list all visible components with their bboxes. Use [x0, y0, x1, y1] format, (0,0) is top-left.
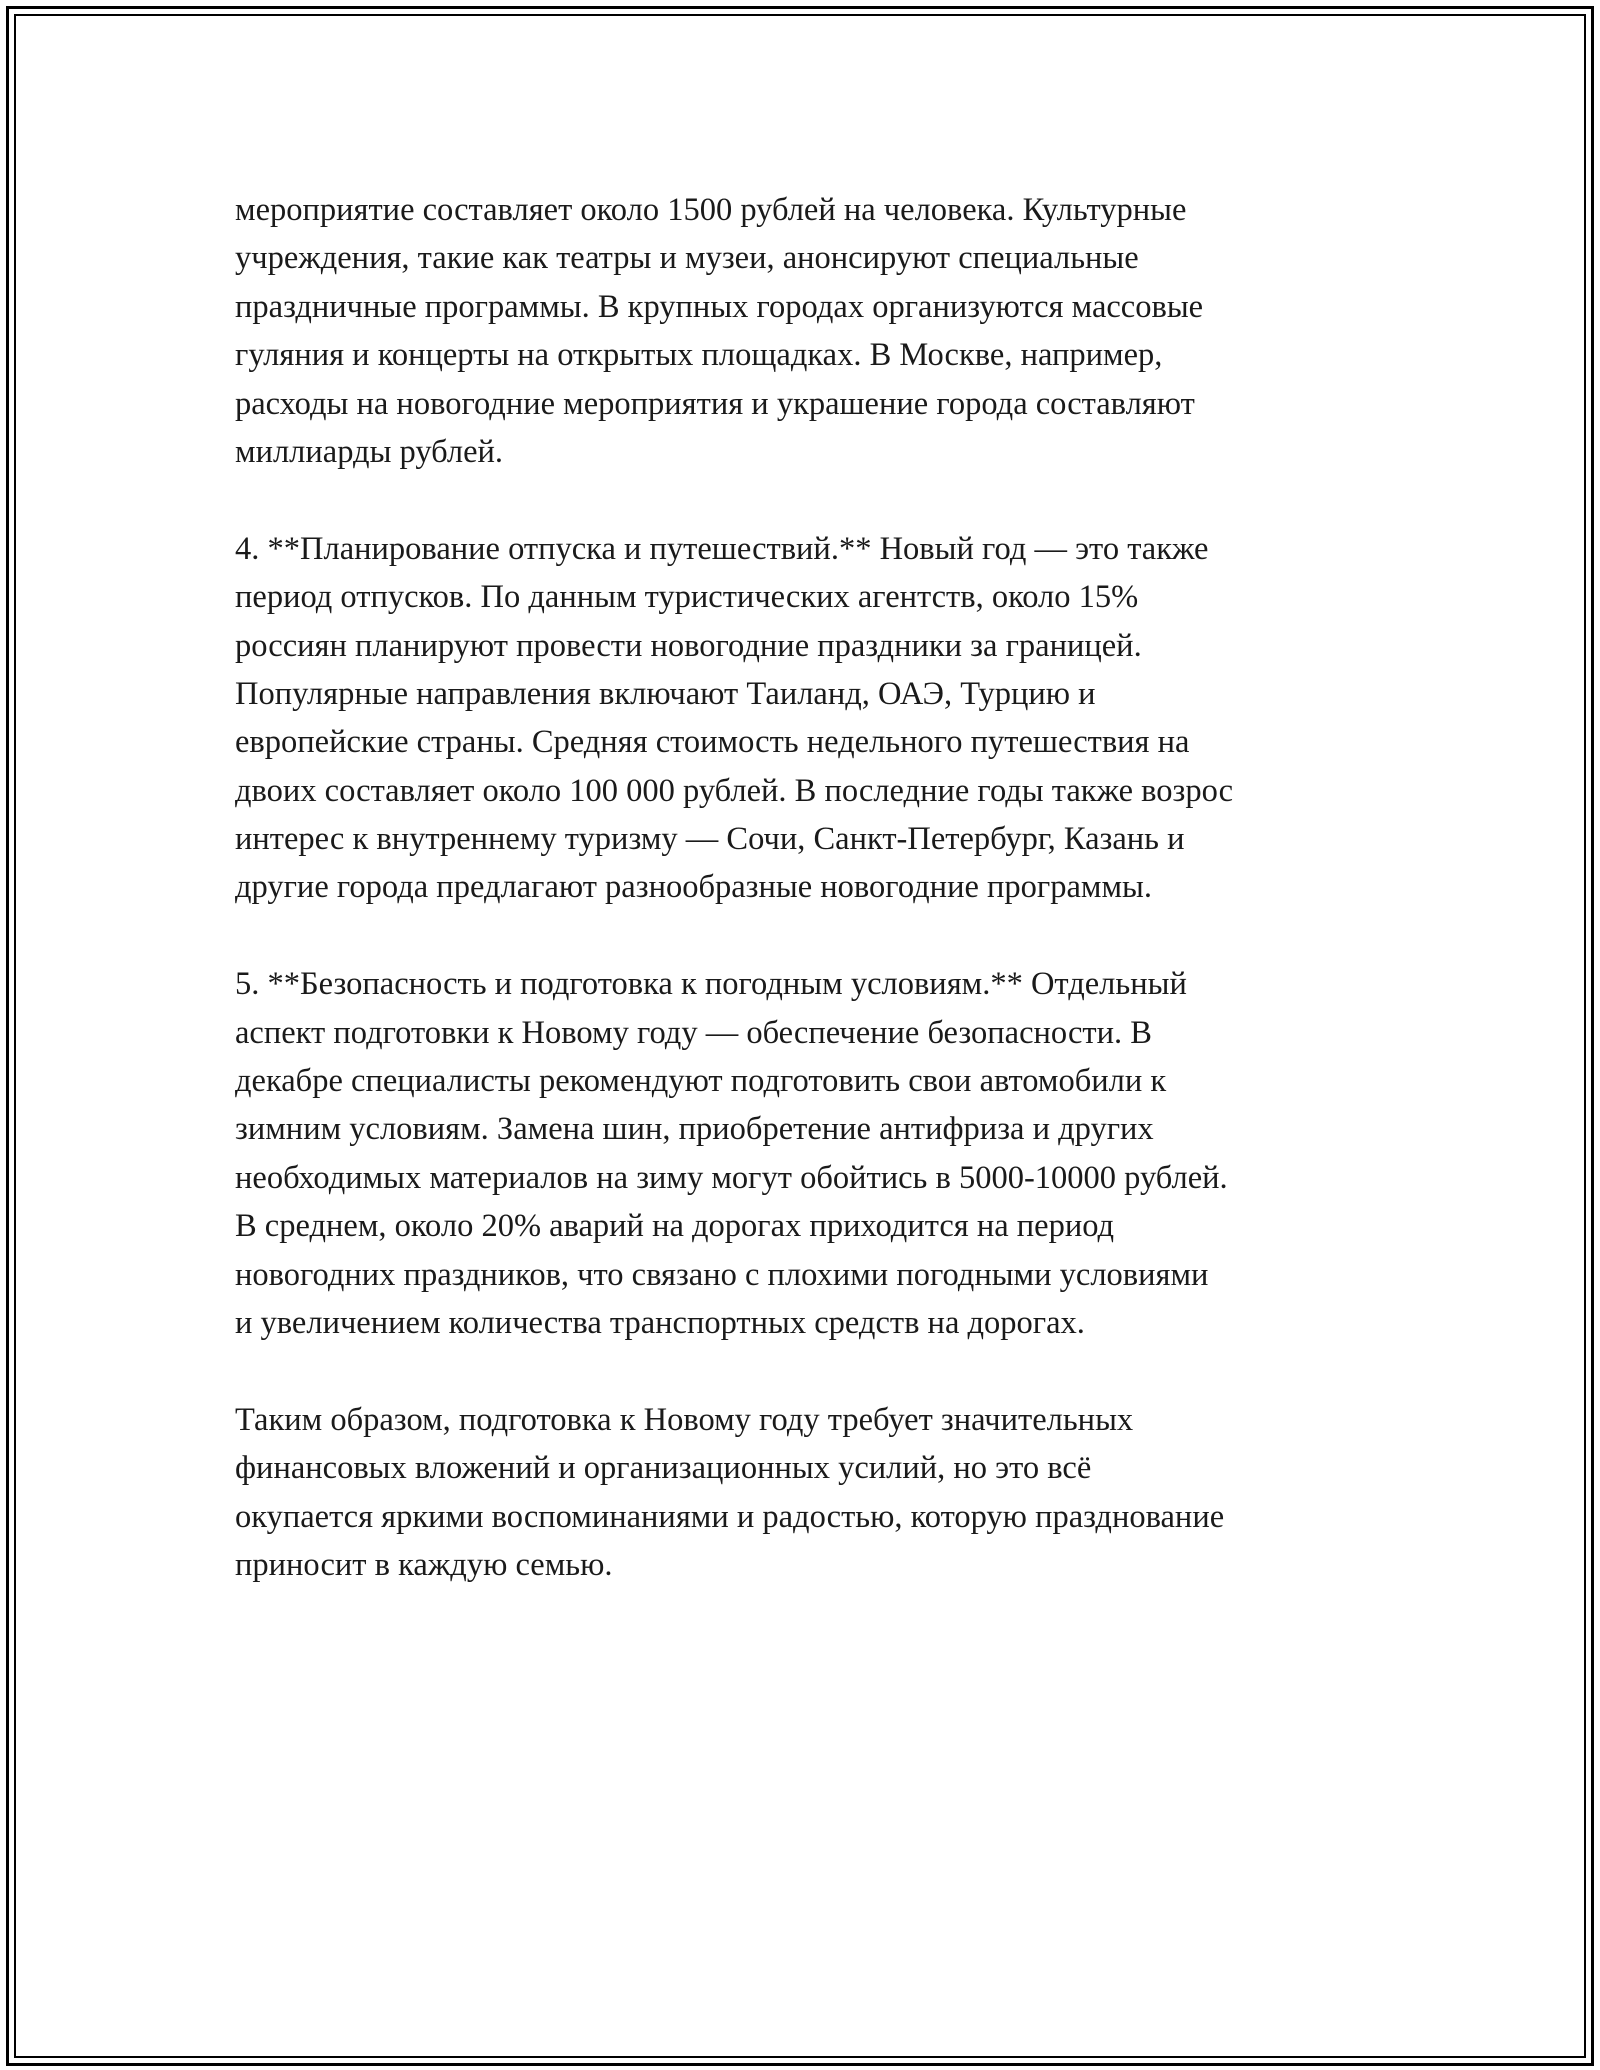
text-line: 4. **Планирование отпуска и путешествий.** Новый год — это также — [235, 530, 1209, 567]
text-line: зимним условиям. Замена шин, приобретение антифриза и других — [235, 1111, 1154, 1148]
text-line: приносит в каждую семью. — [235, 1546, 613, 1583]
text-line: и увеличением количества транспортных средств на дорогах. — [235, 1304, 1085, 1341]
text-line: миллиарды рублей. — [235, 433, 504, 470]
text-line: В среднем, около 20% аварий на дорогах приходится на период — [235, 1208, 1115, 1245]
text-line: декабре специалисты рекомендуют подготовить свои автомобили к — [235, 1063, 1167, 1100]
text-line: Популярные направления включают Таиланд, ОАЭ, Турцию и — [235, 675, 1096, 712]
text-line: интерес к внутреннему туризму — Сочи, Санкт-Петербург, Казань и — [235, 821, 1185, 858]
text-line: европейские страны. Средняя стоимость недельного путешествия на — [235, 724, 1190, 761]
paragraph-spacer — [235, 912, 1385, 960]
text-line: Таким образом, подготовка к Новому году требует значительных — [235, 1401, 1134, 1438]
text-line: 5. **Безопасность и подготовка к погодным условиям.** Отдельный — [235, 966, 1187, 1003]
text-line: финансовых вложений и организационных усилий, но это всё — [235, 1450, 1092, 1487]
text-line: расходы на новогодние мероприятия и украшение города составляют — [235, 385, 1195, 422]
paragraph-spacer — [235, 476, 1385, 524]
text-line: россиян планируют провести новогодние праздники за границей. — [235, 627, 1142, 664]
paragraph-spacer — [235, 1347, 1385, 1395]
text-line: новогодних праздников, что связано с плохими погодными условиями — [235, 1256, 1209, 1293]
text-line: мероприятие составляет около 1500 рублей на человека. Культурные — [235, 192, 1187, 228]
text-line: период отпусков. По данным туристических агентств, около 15% — [235, 579, 1139, 616]
paragraph-travel-planning — [235, 525, 1385, 912]
text-line: двоих составляет около 100 000 рублей. В последние годы также возрос — [235, 772, 1234, 809]
text-line: гуляния и концерты на открытых площадках. В Москве, например, — [235, 337, 1163, 374]
paragraph-safety-weather — [235, 960, 1385, 1347]
text-line: аспект подготовки к Новому году — обеспечение безопасности. В — [235, 1014, 1152, 1051]
text-line: праздничные программы. В крупных городах организуются массовые — [235, 288, 1204, 325]
text-line: учреждения, такие как театры и музеи, анонсируют специальные — [235, 240, 1139, 277]
text-line: другие города предлагают разнообразные новогодние программы. — [235, 869, 1152, 906]
paragraph-conclusion — [235, 1396, 1385, 1590]
text-line: необходимых материалов на зиму могут обойтись в 5000-10000 рублей. — [235, 1159, 1228, 1196]
text-line: окупается яркими воспоминаниями и радостью, которую празднование — [235, 1498, 1225, 1535]
document-body — [235, 186, 1385, 1589]
paragraph-events-costs — [235, 186, 1385, 476]
